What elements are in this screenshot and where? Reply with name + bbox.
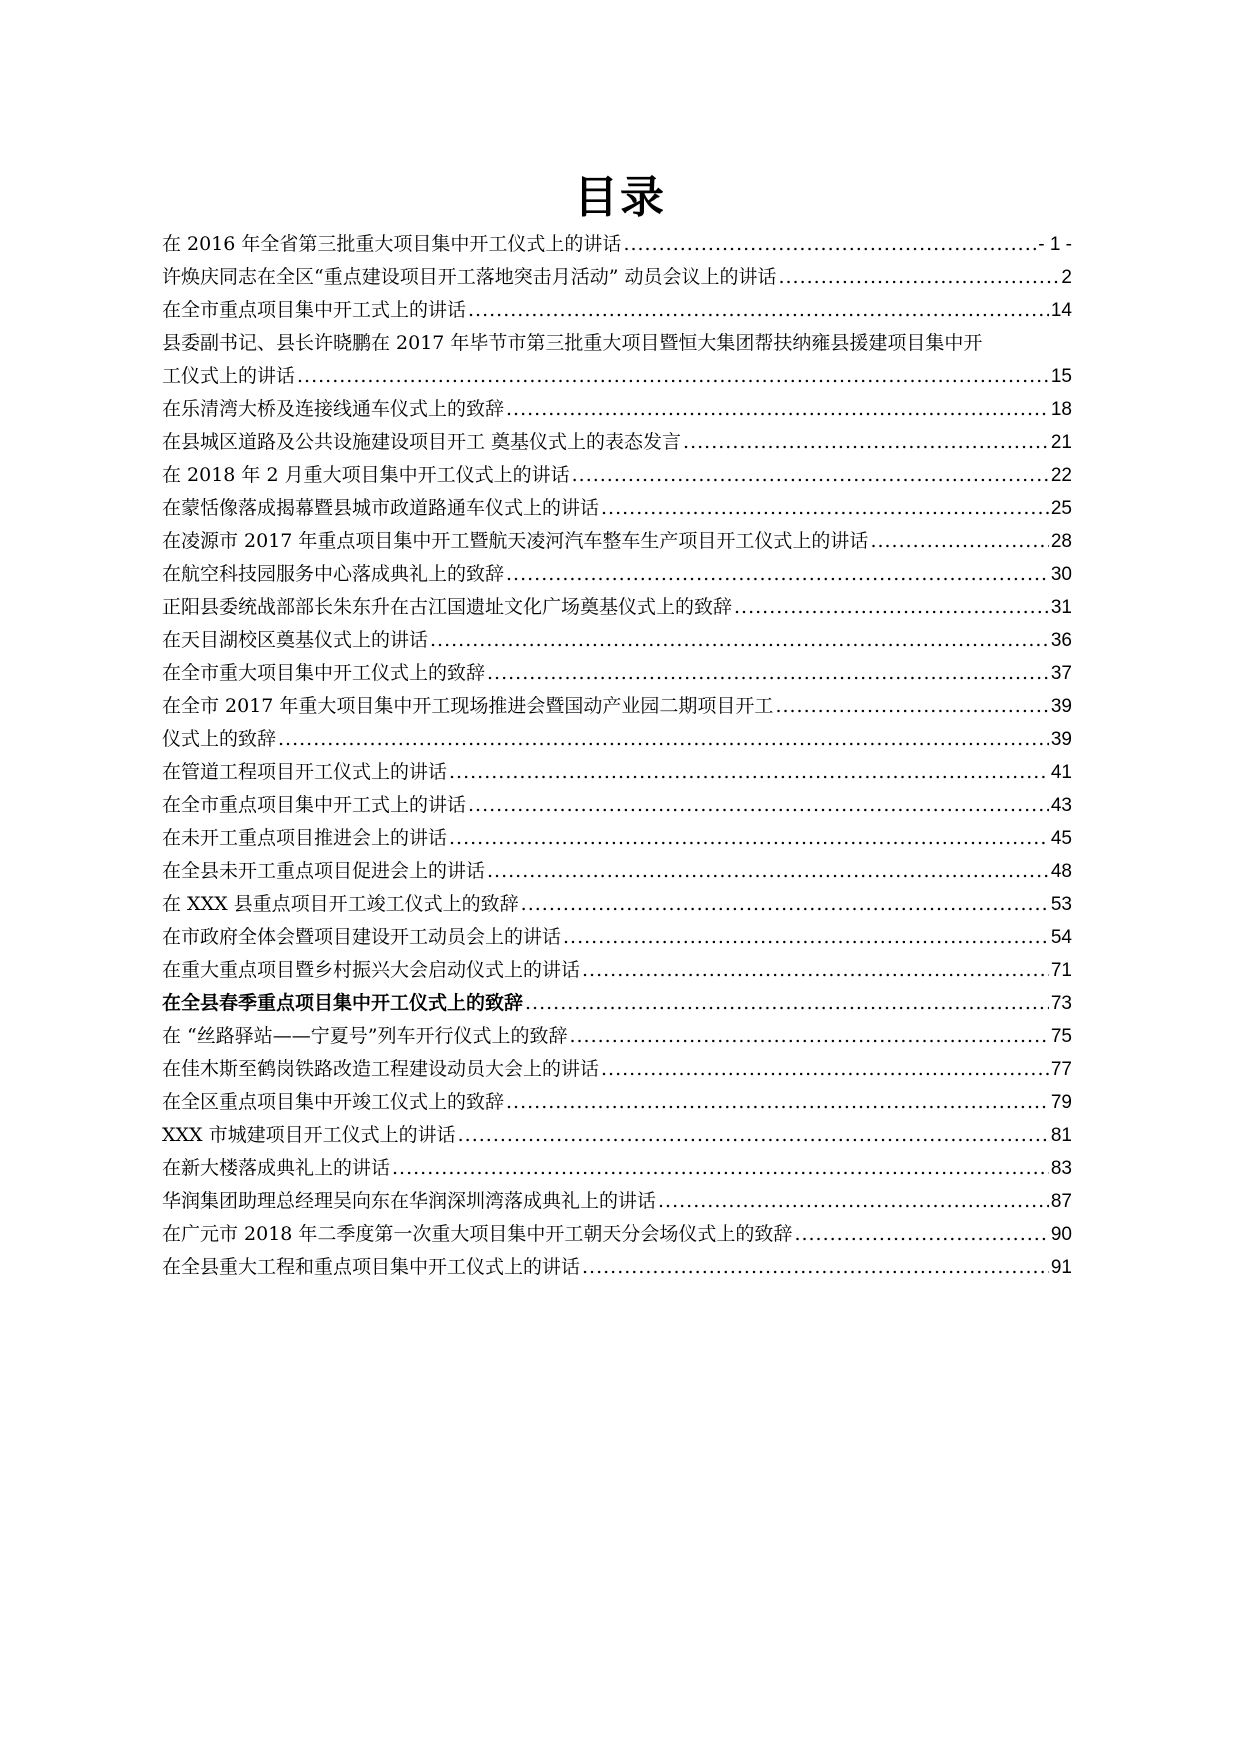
toc-entry[interactable] bbox=[162, 1086, 1072, 1119]
dot-leader bbox=[506, 393, 1049, 426]
toc-entry-text: 在全市重点项目集中开工式上的讲话 bbox=[162, 299, 467, 321]
dot-leader bbox=[658, 1185, 1049, 1218]
dot-leader bbox=[582, 954, 1049, 987]
dot-leader bbox=[449, 756, 1049, 789]
toc-entry[interactable] bbox=[162, 1053, 1072, 1086]
toc-entry-text: 在全市 2017 年重大项目集中开工现场推进会暨国动产业园二期项目开工 bbox=[162, 695, 774, 717]
toc-page-number: 53 bbox=[1050, 894, 1072, 915]
toc-page-number: 15 bbox=[1050, 366, 1072, 387]
page-title: 目录 bbox=[574, 172, 666, 223]
toc-entry-text: 在佳木斯至鹤岗铁路改造工程建设动员大会上的讲话 bbox=[162, 1058, 600, 1080]
toc-entry[interactable] bbox=[162, 1185, 1072, 1218]
toc-entry[interactable] bbox=[162, 855, 1072, 888]
toc-page-number: 45 bbox=[1050, 828, 1072, 849]
toc-entry[interactable] bbox=[162, 789, 1072, 822]
toc-page-number: 71 bbox=[1050, 960, 1072, 981]
dot-leader bbox=[468, 294, 1049, 327]
toc-page-number: 90 bbox=[1050, 1224, 1072, 1245]
dot-leader bbox=[601, 492, 1049, 525]
dot-leader bbox=[601, 1053, 1049, 1086]
toc-entry[interactable] bbox=[162, 492, 1072, 525]
dot-leader bbox=[525, 987, 1049, 1020]
toc-entry-text[interactable]: 县委副书记、县长许晓鹏在 2017 年毕节市第三批重大项目暨恒大集团帮扶纳雍县援建项目集中开 bbox=[162, 332, 983, 354]
toc-page-number: 83 bbox=[1050, 1158, 1072, 1179]
dot-leader bbox=[297, 360, 1049, 393]
dot-leader bbox=[487, 657, 1049, 690]
toc-entry[interactable] bbox=[162, 393, 1072, 426]
toc-entry[interactable] bbox=[162, 657, 1072, 690]
toc-entry[interactable] bbox=[162, 822, 1072, 855]
dot-leader bbox=[683, 426, 1049, 459]
table-of-contents bbox=[162, 228, 1072, 1284]
dot-leader bbox=[278, 723, 1049, 756]
toc-page-number: 73 bbox=[1050, 993, 1072, 1014]
toc-page-number: 87 bbox=[1050, 1191, 1072, 1212]
toc-entry-text: XXX 市城建项目开工仪式上的讲话 bbox=[162, 1124, 456, 1146]
toc-page-number: 48 bbox=[1050, 861, 1072, 882]
toc-entry[interactable] bbox=[162, 690, 1072, 723]
toc-page-number: 25 bbox=[1050, 498, 1072, 519]
toc-page-number: 79 bbox=[1050, 1092, 1072, 1113]
toc-page-number: 22 bbox=[1050, 465, 1072, 486]
toc-entry[interactable] bbox=[162, 525, 1072, 558]
toc-page-number: 39 bbox=[1050, 696, 1072, 717]
toc-entry[interactable] bbox=[162, 921, 1072, 954]
toc-entry[interactable] bbox=[162, 459, 1072, 492]
toc-page-number: 18 bbox=[1050, 399, 1072, 420]
toc-entry[interactable] bbox=[162, 591, 1072, 624]
toc-entry-text: 在 2018 年 2 月重大项目集中开工仪式上的讲话 bbox=[162, 464, 570, 486]
toc-entry[interactable] bbox=[162, 558, 1072, 591]
toc-page-number: 41 bbox=[1050, 762, 1072, 783]
toc-entry-text: 华润集团助理总经理吴向东在华润深圳湾落成典礼上的讲话 bbox=[162, 1190, 657, 1212]
dot-leader bbox=[734, 591, 1049, 624]
toc-entry[interactable] bbox=[162, 1020, 1072, 1053]
toc-entry-text: 正阳县委统战部部长朱东升在古江国遗址文化广场奠基仪式上的致辞 bbox=[162, 596, 733, 618]
dot-leader bbox=[623, 228, 1036, 261]
toc-entry[interactable] bbox=[162, 723, 1072, 756]
dot-leader bbox=[430, 624, 1049, 657]
dot-leader bbox=[569, 1020, 1048, 1053]
dot-leader bbox=[794, 1218, 1048, 1251]
toc-entry-text: 仪式上的致辞 bbox=[162, 728, 277, 750]
dot-leader bbox=[449, 822, 1049, 855]
dot-leader bbox=[487, 855, 1049, 888]
dot-leader bbox=[506, 1086, 1049, 1119]
toc-entry[interactable] bbox=[162, 360, 1072, 393]
toc-entry[interactable] bbox=[162, 954, 1072, 987]
dot-leader bbox=[521, 888, 1049, 921]
toc-page-number: 28 bbox=[1050, 531, 1072, 552]
toc-page-number: 43 bbox=[1050, 795, 1072, 816]
toc-entry-text: 在天目湖校区奠基仪式上的讲话 bbox=[162, 629, 429, 651]
toc-entry-text: 在 2016 年全省第三批重大项目集中开工仪式上的讲话 bbox=[162, 233, 622, 255]
toc-entry-text: 在广元市 2018 年二季度第一次重大项目集中开工朝天分会场仪式上的致辞 bbox=[162, 1223, 793, 1245]
toc-entry[interactable] bbox=[162, 756, 1072, 789]
toc-entry-text: 在重大重点项目暨乡村振兴大会启动仪式上的讲话 bbox=[162, 959, 581, 981]
toc-page-number: 30 bbox=[1050, 564, 1072, 585]
toc-entry-text: 许焕庆同志在全区“重点建设项目开工落地突击月活动” 动员会议上的讲话 bbox=[162, 266, 777, 288]
dot-leader bbox=[775, 690, 1048, 723]
toc-page-number: 77 bbox=[1050, 1059, 1072, 1080]
toc-entry-text: 在全县春季重点项目集中开工仪式上的致辞 bbox=[162, 992, 524, 1014]
dot-leader bbox=[870, 525, 1048, 558]
toc-entry[interactable] bbox=[162, 1152, 1072, 1185]
toc-entry[interactable] bbox=[162, 987, 1072, 1020]
toc-entry[interactable] bbox=[162, 1119, 1072, 1152]
toc-page-number: 75 bbox=[1050, 1026, 1072, 1047]
dot-leader bbox=[572, 459, 1049, 492]
toc-entry[interactable] bbox=[162, 261, 1072, 294]
toc-entry-text: 在未开工重点项目推进会上的讲话 bbox=[162, 827, 448, 849]
toc-entry[interactable] bbox=[162, 426, 1072, 459]
dot-leader bbox=[778, 261, 1059, 294]
toc-entry-text: 在凌源市 2017 年重点项目集中开工暨航天凌河汽车整车生产项目开工仪式上的讲话 bbox=[162, 530, 869, 552]
toc-entry-text: 在县城区道路及公共设施建设项目开工 奠基仪式上的表态发言 bbox=[162, 431, 682, 453]
toc-entry-text: 在 XXX 县重点项目开工竣工仪式上的致辞 bbox=[162, 893, 519, 915]
toc-entry-text: 在全市重点项目集中开工式上的讲话 bbox=[162, 794, 467, 816]
toc-entry-text: 工仪式上的讲话 bbox=[162, 365, 296, 387]
dot-leader bbox=[506, 558, 1049, 591]
toc-page-number: - 1 - bbox=[1038, 234, 1072, 255]
dot-leader bbox=[468, 789, 1049, 822]
toc-entry-text: 在航空科技园服务中心落成典礼上的致辞 bbox=[162, 563, 505, 585]
toc-page-number: 91 bbox=[1050, 1257, 1072, 1278]
toc-entry[interactable] bbox=[162, 624, 1072, 657]
toc-page-number: 2 bbox=[1061, 267, 1072, 288]
toc-entry[interactable] bbox=[162, 1251, 1072, 1284]
toc-entry-text: 在管道工程项目开工仪式上的讲话 bbox=[162, 761, 448, 783]
toc-page-number: 54 bbox=[1050, 927, 1072, 948]
toc-entry-text: 在 “丝路驿站——宁夏号”列车开行仪式上的致辞 bbox=[162, 1025, 568, 1047]
toc-entry-text: 在蒙恬像落成揭幕暨县城市政道路通车仪式上的讲话 bbox=[162, 497, 600, 519]
toc-entry[interactable] bbox=[162, 228, 1072, 261]
toc-entry-text: 在市政府全体会暨项目建设开工动员会上的讲话 bbox=[162, 926, 562, 948]
toc-entry-text: 在乐清湾大桥及连接线通车仪式上的致辞 bbox=[162, 398, 505, 420]
toc-entry-text: 在全区重点项目集中开竣工仪式上的致辞 bbox=[162, 1091, 505, 1113]
toc-entry-text: 在全市重大项目集中开工仪式上的致辞 bbox=[162, 662, 486, 684]
toc-page-number: 21 bbox=[1050, 432, 1072, 453]
toc-entry-text: 在新大楼落成典礼上的讲话 bbox=[162, 1157, 391, 1179]
toc-page-number: 14 bbox=[1050, 300, 1072, 321]
dot-leader bbox=[563, 921, 1049, 954]
dot-leader bbox=[582, 1251, 1049, 1284]
toc-page-number: 36 bbox=[1050, 630, 1072, 651]
toc-entry[interactable] bbox=[162, 1218, 1072, 1251]
toc-page-number: 39 bbox=[1050, 729, 1072, 750]
dot-leader bbox=[458, 1119, 1049, 1152]
dot-leader bbox=[392, 1152, 1049, 1185]
toc-entry[interactable] bbox=[162, 294, 1072, 327]
toc-page-number: 31 bbox=[1050, 597, 1072, 618]
toc-page-number: 37 bbox=[1050, 663, 1072, 684]
toc-entry-text: 在全县未开工重点项目促进会上的讲话 bbox=[162, 860, 486, 882]
toc-page-number: 81 bbox=[1050, 1125, 1072, 1146]
toc-entry-text: 在全县重大工程和重点项目集中开工仪式上的讲话 bbox=[162, 1256, 581, 1278]
toc-entry[interactable] bbox=[162, 888, 1072, 921]
